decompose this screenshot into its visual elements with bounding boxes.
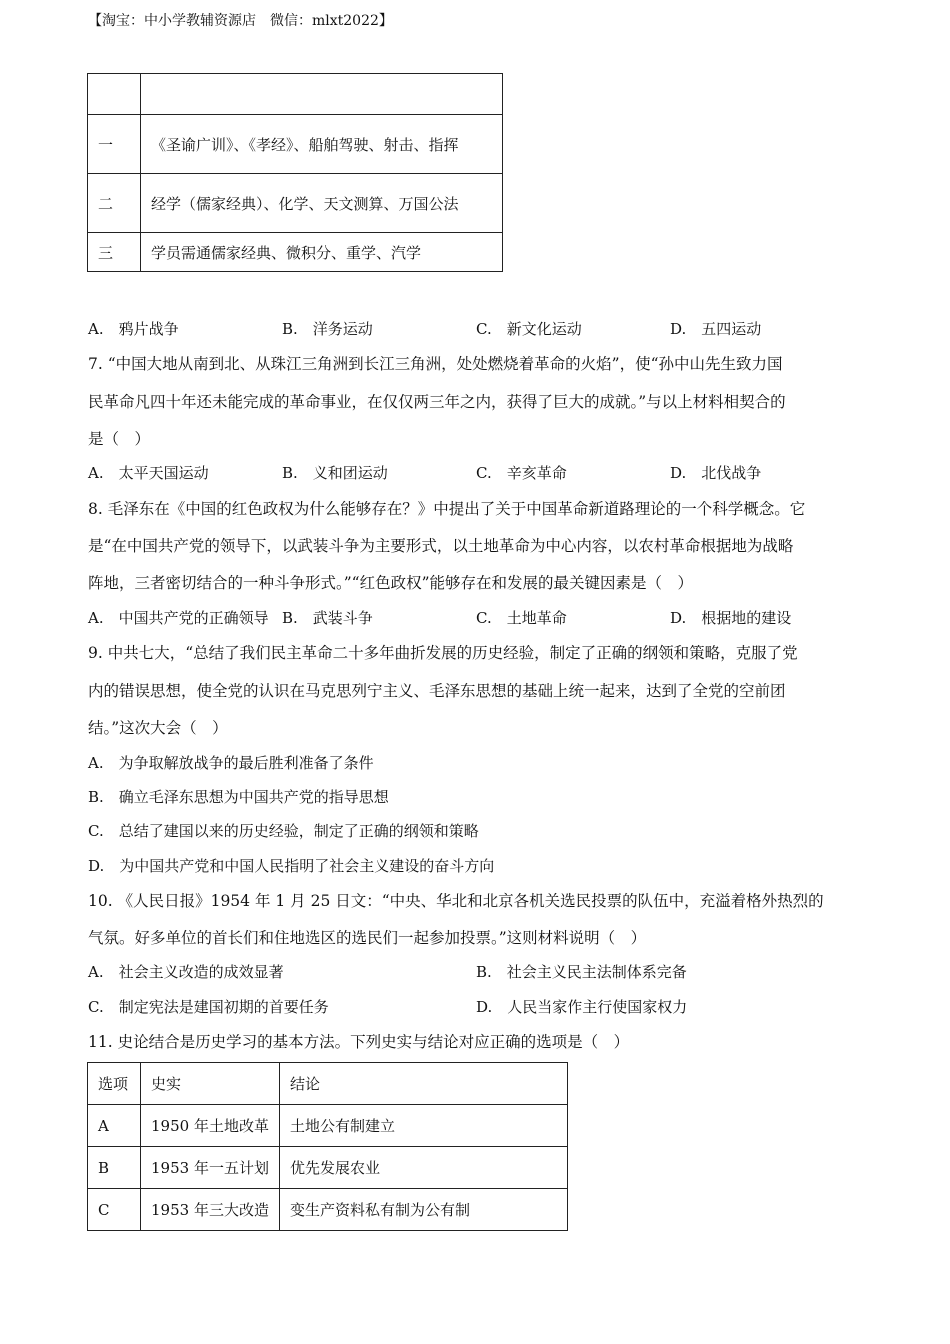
table-header-cell: 史实 <box>141 1063 280 1105</box>
q7-option-a[interactable]: A. 太平天国运动 <box>88 464 209 482</box>
table-row <box>88 74 503 115</box>
table-cell: 学员需通儒家经典、微积分、重学、汽学 <box>141 233 503 272</box>
q7-option-b[interactable]: B. 义和团运动 <box>282 464 388 482</box>
table-cell <box>141 74 503 115</box>
table-cell: 《圣谕广训》、《孝经》、船舶驾驶、射击、指挥 <box>141 115 503 174</box>
table-header-cell: 选项 <box>88 1063 141 1105</box>
q10-text-line: 10. 《人民日报》1954 年 1 月 25 日文：“中央、华北和北京各机关选民投票的队伍中，充溢着格外热烈的 <box>88 892 824 910</box>
q9-text-line: 内的错误思想，使全党的认识在马克思列宁主义、毛泽东思想的基础上统一起来，达到了全党的空前团 <box>88 682 786 700</box>
q9-option-a[interactable]: A. 为争取解放战争的最后胜利准备了条件 <box>88 754 374 772</box>
page-header: 【淘宝：中小学教辅资源店 微信：mlxt2022】 <box>88 13 393 29</box>
q9-option-b[interactable]: B. 确立毛泽东思想为中国共产党的指导思想 <box>88 788 389 806</box>
q7-option-d[interactable]: D. 北伐战争 <box>670 464 762 482</box>
q10-option-d[interactable]: D. 人民当家作主行使国家权力 <box>476 998 688 1016</box>
q10-option-b[interactable]: B. 社会主义民主法制体系完备 <box>476 963 687 981</box>
table-cell: 土地公有制建立 <box>280 1105 568 1147</box>
table-cell: 二 <box>88 174 141 233</box>
table-cell: 一 <box>88 115 141 174</box>
q7-text-line: 民革命凡四十年还未能完成的革命事业，在仅仅两三年之内，获得了巨大的成就。”与以上材料相契合的 <box>88 393 786 411</box>
q6-option-d[interactable]: D. 五四运动 <box>670 320 762 338</box>
q9-text-line: 9. 中共七大，“总结了我们民主革命二十多年曲折发展的历史经验，制定了正确的纲领和策略，克服了党 <box>88 644 798 662</box>
q11-text-line: 11. 史论结合是历史学习的基本方法。下列史实与结论对应正确的选项是（ ） <box>88 1033 630 1051</box>
q10-option-c[interactable]: C. 制定宪法是建国初期的首要任务 <box>88 998 329 1016</box>
table-header-cell: 结论 <box>280 1063 568 1105</box>
table-row <box>88 115 503 174</box>
table-cell: 三 <box>88 233 141 272</box>
table-row <box>88 1147 568 1189</box>
q8-option-c[interactable]: C. 土地革命 <box>476 609 567 627</box>
q8-option-b[interactable]: B. 武装斗争 <box>282 609 373 627</box>
table-cell: 经学（儒家经典）、化学、天文测算、万国公法 <box>141 174 503 233</box>
q9-option-c[interactable]: C. 总结了建国以来的历史经验，制定了正确的纲领和策略 <box>88 822 479 840</box>
q7-text-line: 是（ ） <box>88 430 151 448</box>
table-row <box>88 1105 568 1147</box>
q9-option-d[interactable]: D. 为中国共产党和中国人民指明了社会主义建设的奋斗方向 <box>88 857 495 875</box>
table-row <box>88 174 503 233</box>
q8-text-line: 阵地，三者密切结合的一种斗争形式。”“红色政权”能够存在和发展的最关键因素是（ ） <box>88 574 694 592</box>
q10-option-a[interactable]: A. 社会主义改造的成效显著 <box>88 963 284 981</box>
q10-text-line: 气氛。好多单位的首长们和住地选区的选民们一起参加投票。”这则材料说明（ ） <box>88 929 647 947</box>
q7-text-line: 7. “中国大地从南到北、从珠江三角洲到长江三角洲，处处燃烧着革命的火焰”，使“孙中山先生致力国 <box>88 355 783 373</box>
table-header-row <box>88 1063 568 1105</box>
q6-option-a[interactable]: A. 鸦片战争 <box>88 320 179 338</box>
table-cell: 优先发展农业 <box>280 1147 568 1189</box>
q8-option-a[interactable]: A. 中国共产党的正确领导 <box>88 609 269 627</box>
q6-option-b[interactable]: B. 洋务运动 <box>282 320 373 338</box>
table-cell: 1953 年三大改造 <box>141 1189 280 1231</box>
q8-option-d[interactable]: D. 根据地的建设 <box>670 609 792 627</box>
table-cell: B <box>88 1147 141 1189</box>
table-cell: 变生产资料私有制为公有制 <box>280 1189 568 1231</box>
table-cell <box>88 74 141 115</box>
q8-text-line: 8. 毛泽东在《中国的红色政权为什么能够存在？》中提出了关于中国革命新道路理论的一个科学概念。它 <box>88 500 806 518</box>
q6-option-c[interactable]: C. 新文化运动 <box>476 320 582 338</box>
curriculum-table <box>87 73 503 272</box>
q9-text-line: 结。”这次大会（ ） <box>88 719 228 737</box>
q7-option-c[interactable]: C. 辛亥革命 <box>476 464 567 482</box>
table-row <box>88 233 503 272</box>
table-cell: C <box>88 1189 141 1231</box>
table-cell: A <box>88 1105 141 1147</box>
history-conclusion-table <box>87 1062 568 1231</box>
table-row <box>88 1189 568 1231</box>
table-cell: 1953 年一五计划 <box>141 1147 280 1189</box>
table-cell: 1950 年土地改革 <box>141 1105 280 1147</box>
q8-text-line: 是“在中国共产党的领导下，以武装斗争为主要形式，以土地革命为中心内容，以农村革命根据地为战略 <box>88 537 794 555</box>
